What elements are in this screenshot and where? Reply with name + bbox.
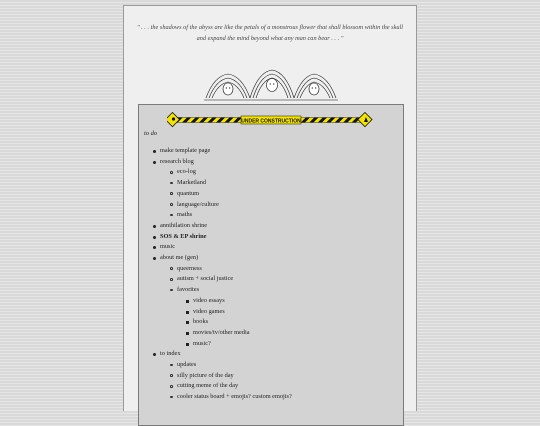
todo-item: [153, 232, 393, 243]
todo-item-label: music: [160, 243, 176, 251]
todo-item: [170, 178, 393, 189]
todo-item: [170, 285, 393, 349]
under-construction-banner: [167, 112, 375, 128]
todo-item: [186, 307, 393, 318]
header-quote: " . . . the shadows of the abyss are like the petals of a monstrous flower that shall blossom within the skull and expand the mind beyond what any man can bear . . . ": [136, 24, 404, 42]
page-column: [123, 5, 417, 411]
todo-item-label: maths: [177, 211, 193, 219]
todo-item: [153, 157, 393, 221]
todo-item-label: video essays: [193, 296, 225, 304]
todo-item-label: favorites: [177, 286, 200, 294]
todo-title: to do: [144, 130, 158, 137]
todo-item: [170, 189, 393, 200]
todo-item-label: movies/tv/other media: [193, 328, 250, 336]
todo-item: [170, 167, 393, 178]
todo-item-label: annihilation shrine: [160, 221, 208, 229]
todo-item-label: eco-log: [177, 168, 196, 176]
todo-item: [186, 296, 393, 307]
todo-item: [186, 317, 393, 328]
under-construction-label: UNDER CONSTRUCTION: [241, 118, 301, 125]
todo-item: [170, 392, 393, 403]
todo-item: [153, 146, 393, 157]
todo-item: [170, 274, 393, 285]
todo-item: [170, 264, 393, 275]
todo-item: [186, 328, 393, 339]
todo-panel: [138, 104, 404, 426]
todo-item-label: silly picture of the day: [177, 371, 234, 379]
todo-item-label: queerness: [177, 264, 202, 272]
todo-sublist: [170, 264, 393, 350]
todo-item: [153, 242, 393, 253]
three-heads-illustration: [204, 64, 338, 106]
warning-sign-right-icon: [358, 112, 372, 126]
todo-item: [153, 253, 393, 349]
todo-sublist: [186, 296, 393, 350]
todo-item: [170, 360, 393, 371]
todo-item-label: video games: [193, 307, 225, 315]
todo-item-label: updates: [177, 361, 197, 369]
todo-item-label: books: [193, 318, 209, 326]
todo-item: [170, 371, 393, 382]
todo-item: [153, 349, 393, 403]
todo-item-label: make template page: [160, 147, 211, 154]
todo-item-label: autism + social justice: [177, 275, 234, 283]
todo-item-label: SOS & EP shrine: [160, 232, 207, 240]
todo-item: [170, 200, 393, 211]
todo-item: [186, 339, 393, 350]
todo-item-label: cutting meme of the day: [177, 382, 239, 390]
todo-item-label: to index: [160, 350, 181, 358]
todo-item-label: music?: [193, 339, 211, 347]
warning-sign-left-icon: [167, 112, 180, 126]
todo-item-label: cooler status board + emojis? custom emojis?: [177, 393, 292, 401]
todo-item-label: research blog: [160, 157, 194, 165]
todo-item-label: about me (gen): [160, 254, 199, 262]
todo-item: [170, 210, 393, 221]
todo-item-label: quantum: [177, 189, 200, 197]
todo-item: [170, 381, 393, 392]
todo-sublist: [170, 360, 393, 403]
todo-item-label: Marketland: [177, 179, 207, 187]
todo-sublist: [170, 167, 393, 221]
todo-item-label: language/culture: [177, 200, 219, 208]
todo-item: [153, 221, 393, 232]
todo-list: [153, 146, 393, 403]
